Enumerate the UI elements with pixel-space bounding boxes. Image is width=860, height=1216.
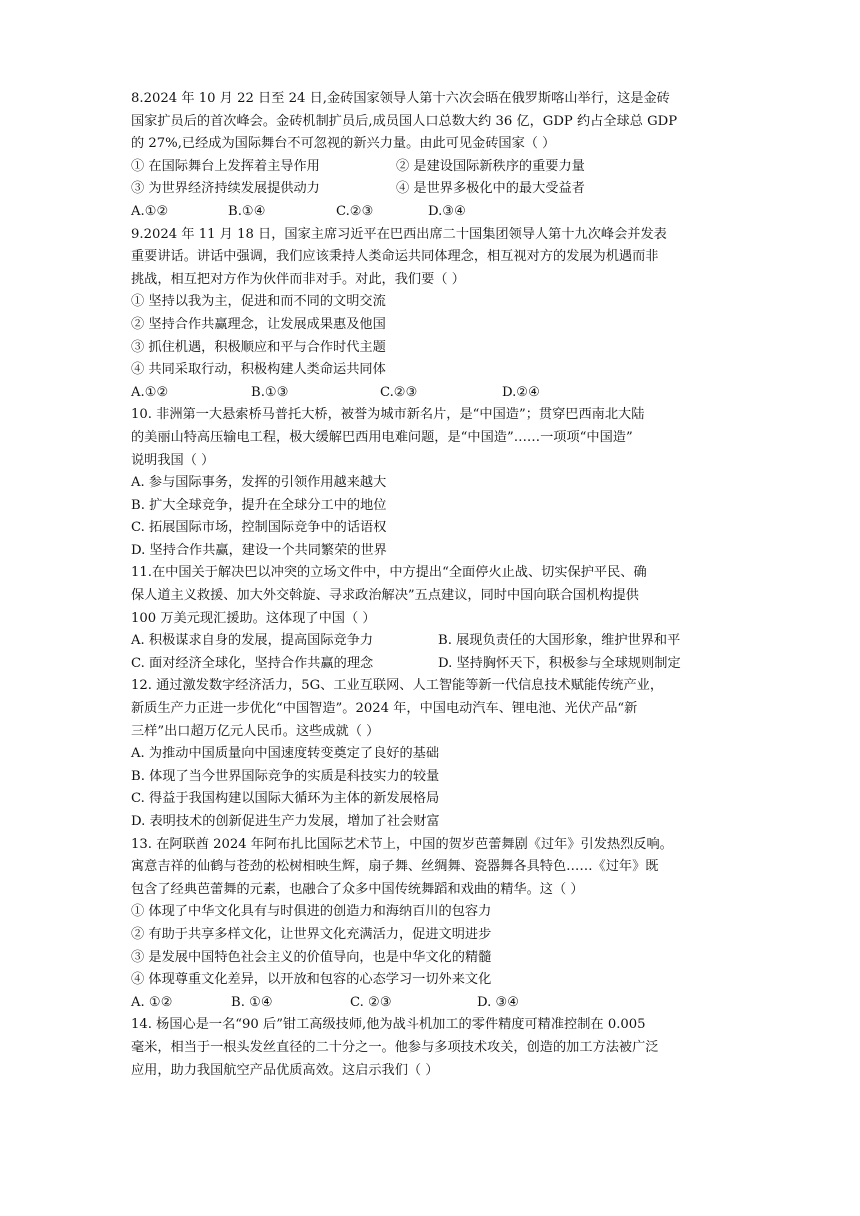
statement-item: ② 坚持合作共赢理念，让发展成果惠及他国 [131, 316, 386, 332]
exam-page [131, 88, 736, 1082]
option-a: A. 参与国际事务，发挥的引领作用越来越大 [131, 475, 387, 491]
option-d: D. 坚持胸怀天下，积极参与全球规则制定 [438, 655, 681, 671]
statement-row [131, 156, 736, 179]
statement-item: ② 有助于共享多样文化，让世界文化充满活力，促进文明进步 [131, 926, 492, 942]
question-stem-line: 包含了经典芭蕾舞的元素，也融合了众多中国传统舞蹈和戏曲的精华。这（ ） [131, 881, 584, 897]
choice-b: B.①③ [251, 384, 289, 400]
question-stem-line: 重要讲话。讲话中强调，我们应该秉持人类命运共同体理念，相互视对方的发展为机遇而非 [131, 249, 659, 265]
choice-d: D.②④ [502, 384, 540, 400]
question-stem-line: 12. 通过激发数字经济活力，5G、工业互联网、人工智能等新一代信息技术赋能传统产业， [131, 678, 664, 694]
option-a: A. 积极谋求自身的发展，提高国际竞争力 [131, 633, 374, 649]
question-stem-line: 三样”出口超万亿元人民币。这些成就（ ） [131, 723, 380, 739]
statement-item: ③ 是发展中国特色社会主义的价值导向，也是中华文化的精髓 [131, 949, 492, 965]
question-stem-line: 保人道主义救援、加大外交斡旋、寻求政治解决”五点建议，同时中国向联合国机构提供 [131, 588, 639, 604]
option-row [131, 630, 736, 653]
option-d: D. 坚持合作共赢，建设一个共同繁荣的世界 [131, 542, 387, 558]
question-stem-line: 挑战，相互把对方作为伙伴而非对手。对此，我们要（ ） [131, 271, 465, 287]
question-13 [131, 834, 736, 1015]
question-10 [131, 404, 736, 562]
option-row [131, 653, 736, 676]
question-stem-line: 的 27%,已经成为国际舞台不可忽视的新兴力量。由此可见金砖国家（ ） [131, 136, 556, 152]
question-stem-line: 100 万美元现汇援助。这体现了中国（ ） [131, 610, 376, 626]
question-stem-line: 应用，助力我国航空产品优质高效。这启示我们（ ） [131, 1062, 439, 1078]
choice-d: D. ③④ [477, 994, 520, 1010]
question-9 [131, 224, 736, 405]
choice-a: A.①② [131, 384, 169, 400]
statement-item: ③ 为世界经济持续发展提供动力 [131, 181, 320, 197]
statement-item: ④ 体现尊重文化差异，以开放和包容的心态学习一切外来文化 [131, 972, 492, 988]
statement-row [131, 178, 736, 201]
question-stem-line: 的美丽山特高压输电工程，极大缓解巴西用电难问题，是“中国造”……一项项“中国造” [131, 429, 633, 445]
question-stem-line: 13. 在阿联酋 2024 年阿布扎比国际艺术节上，中国的贺岁芭蕾舞剧《过年》引发热烈反响。 [131, 836, 673, 852]
option-c: C. 得益于我国构建以国际大循环为主体的新发展格局 [131, 791, 440, 807]
question-stem-line: 8.2024 年 10 月 22 日至 24 日,金砖国家领导人第十六次会晤在俄罗斯喀山举行，这是金砖 [131, 91, 670, 106]
choice-b: B.①④ [228, 203, 266, 219]
statement-item: ① 坚持以我为主，促进和而不同的文明交流 [131, 294, 386, 310]
option-b: B. 扩大全球竞争，提升在全球分工中的地位 [131, 497, 387, 513]
option-b: B. 体现了当今世界国际竞争的实质是科技实力的较量 [131, 768, 440, 784]
question-stem-line: 10. 非洲第一大悬索桥马普托大桥，被誉为城市新名片，是“中国造”；贯穿巴西南北大陆 [131, 407, 645, 423]
statement-item: ② 是建设国际新秩序的重要力量 [396, 158, 585, 174]
option-d: D. 表明技术的创新促进生产力发展，增加了社会财富 [131, 814, 440, 829]
statement-item: ④ 共同采取行动，积极构建人类命运共同体 [131, 362, 386, 378]
statement-item: ④ 是世界多极化中的最大受益者 [396, 181, 585, 197]
question-stem-line: 说明我国（ ） [131, 452, 215, 468]
option-c: C. 拓展国际市场，控制国际竞争中的话语权 [131, 520, 387, 536]
answer-choices [131, 201, 736, 224]
question-stem-line: 11.在中国关于解决巴以冲突的立场文件中，中方提出“全面停火止战、切实保护平民、确 [131, 565, 647, 581]
question-11 [131, 562, 736, 675]
answer-choices [131, 992, 736, 1015]
question-stem-line: 9.2024 年 11 月 18 日，国家主席习近平在巴西出席二十国集团领导人第十九次峰会并发表 [131, 226, 667, 242]
question-stem-line: 国家扩员后的首次峰会。金砖机制扩员后,成员国人口总数大约 36 亿，GDP 约占全球总 GDP [131, 113, 678, 129]
statement-item: ① 在国际舞台上发挥着主导作用 [131, 158, 320, 174]
choice-c: C.②③ [336, 203, 374, 219]
question-12 [131, 675, 736, 833]
statement-item: ③ 抓住机遇，积极顺应和平与合作时代主题 [131, 339, 386, 355]
question-stem-line: 寓意吉祥的仙鹤与苍劲的松树相映生辉，扇子舞、丝绸舞、瓷器舞各具特色……《过年》既 [131, 859, 659, 875]
choice-a: A. ①② [131, 994, 173, 1010]
question-stem-line: 毫米，相当于一根头发丝直径的二十分之一。他参与多项技术攻关，创造的加工方法被广泛 [131, 1039, 659, 1055]
choice-c: C. ②③ [350, 994, 392, 1010]
choice-b: B. ①④ [231, 994, 273, 1010]
choice-a: A.①② [131, 203, 169, 219]
option-a: A. 为推动中国质量向中国速度转变奠定了良好的基础 [131, 746, 440, 762]
answer-choices [131, 382, 736, 405]
question-8 [131, 88, 736, 224]
option-b: B. 展现负责任的大国形象，维护世界和平 [438, 633, 681, 649]
statement-item: ① 体现了中华文化具有与时俱进的创造力和海纳百川的包容力 [131, 904, 492, 920]
choice-d: D.③④ [428, 203, 466, 219]
question-stem-line: 14. 杨国心是一名“90 后”钳工高级技师,他为战斗机加工的零件精度可精准控制在 0.005 [131, 1017, 646, 1033]
question-stem-line: 新质生产力正进一步优化“中国智造”。2024 年，中国电动汽车、锂电池、光伏产品“新 [131, 701, 638, 717]
choice-c: C.②③ [380, 384, 418, 400]
option-c: C. 面对经济全球化，坚持合作共赢的理念 [131, 655, 374, 671]
question-14 [131, 1014, 736, 1082]
